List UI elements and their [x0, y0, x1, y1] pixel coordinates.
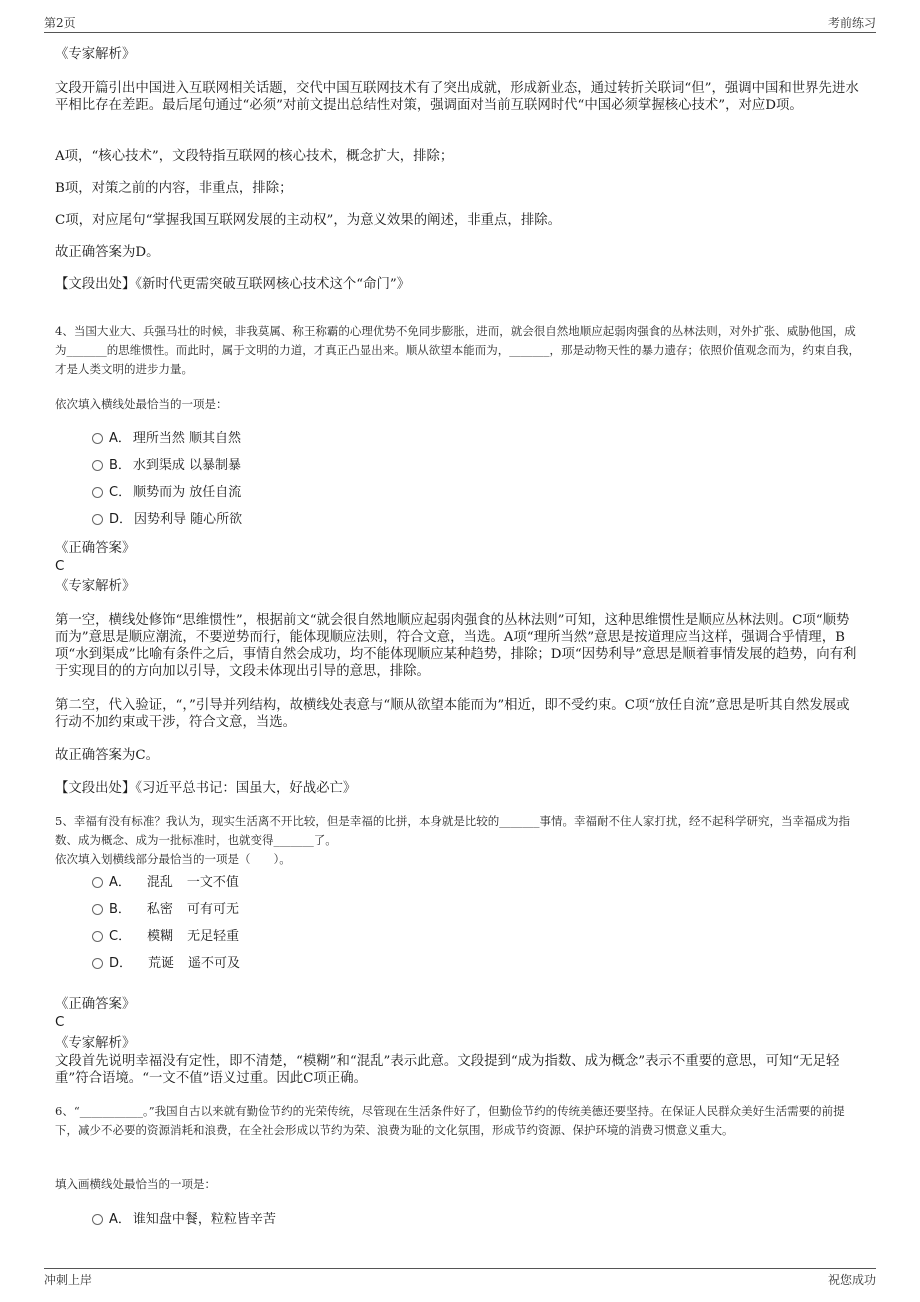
q5-answer: C	[55, 1015, 65, 1030]
q3-analysis-p2: A项，“核心技术”，文段特指互联网的核心技术，概念扩大，排除；	[55, 149, 454, 164]
q4-analysis-p2: 第二空，代入验证，“，”引导并列结构，故横线处表意与“顺从欲望本能而为”相近，即不受约束。C项“放任自流”意思是听其自然发展或行动不加约束或干涉，符合文意，当选。	[55, 698, 850, 730]
q6-option-a[interactable]: A． 谁知盘中餐，粒粒皆辛苦	[92, 1211, 276, 1228]
radio-icon[interactable]	[92, 1214, 103, 1225]
q3-analysis-p5: 故正确答案为D。	[55, 245, 160, 260]
radio-icon[interactable]	[92, 460, 103, 471]
q3-analysis-p1: 文段开篇引出中国进入互联网相关话题，交代中国互联网技术有了突出成就，形成新业态，通过转折关联词“但”，强调中国和世界先进水平相比存在差距。最后尾句通过“必须”对前文提出总结性对策，强调面对当前互联网时代“中国必须掌握核心技术”，对应D项。	[55, 81, 859, 113]
q4-option-b[interactable]: B． 水到渠成 以暴制暴	[92, 457, 241, 474]
q4-instruction: 依次填入横线处最恰当的一项是：	[55, 397, 228, 411]
radio-icon[interactable]	[92, 487, 103, 498]
radio-icon[interactable]	[92, 514, 103, 525]
footer-right: 祝您成功	[827, 1273, 876, 1287]
page-footer	[44, 1268, 876, 1291]
radio-icon[interactable]	[92, 931, 103, 942]
radio-icon[interactable]	[92, 433, 103, 444]
q3-analysis-label: 《专家解析》	[55, 47, 136, 62]
q3-analysis-p4: C项，对应尾句“掌握我国互联网发展的主动权”，为意义效果的阐述，非重点，排除。	[55, 213, 561, 228]
q4-option-c[interactable]: C． 顺势而为 放任自流	[92, 484, 241, 501]
q3-source: 【文段出处】《新时代更需突破互联网核心技术这个“命门”》	[55, 277, 411, 292]
q4-option-d[interactable]: D． 因势利导 随心所欲	[92, 511, 242, 528]
q5-analysis-label: 《专家解析》	[55, 1036, 136, 1051]
q5-stem: 5、幸福有没有标准？我认为，现实生活离不开比较，但是幸福的比拼，本身就是比较的_______事情。幸福耐不住人家打扰，经不起科学研究，当幸福成为指数、成为概念、成为一批标准时，也就变得_______了。	[55, 814, 851, 847]
q4-correct-label: 《正确答案》	[55, 541, 136, 556]
radio-icon[interactable]	[92, 877, 103, 888]
q4-source: 【文段出处】《习近平总书记：国虽大，好战必亡》	[55, 781, 357, 796]
q6-instruction: 填入画横线处最恰当的一项是：	[55, 1177, 216, 1191]
q4-analysis-p1: 第一空，横线处修饰“思维惯性”，根据前文“就会很自然地顺应起弱肉强食的丛林法则”可知，这种思维惯性是顺应丛林法则。C项“顺势而为”意思是顺应潮流，不要逆势而行，能体现顺应法则，符合文意，当选。A项“理所当然”意思是按道理应当这样，强调合乎情理，B项“水到渠成”比喻有条件之后，事情自然会成功，均不能体现顺应某种趋势，排除；D项“因势利导”意思是顺着事情发展的趋势，向有利于实现目的的方向加以引导，文段未体现出引导的意思，排除。	[55, 613, 857, 679]
q5-option-d[interactable]: D． 荒诞 遥不可及	[92, 955, 240, 972]
q5-option-a[interactable]: A． 混乱 一文不值	[92, 874, 239, 891]
q4-answer: C	[55, 559, 65, 574]
q5-option-c[interactable]: C． 模糊 无足轻重	[92, 928, 239, 945]
header-title: 考前练习	[827, 16, 876, 30]
q3-analysis-p3: B项，对策之前的内容，非重点，排除；	[55, 181, 293, 196]
radio-icon[interactable]	[92, 904, 103, 915]
footer-left: 冲刺上岸	[44, 1273, 93, 1287]
radio-icon[interactable]	[92, 958, 103, 969]
page-number: 第2页	[44, 16, 76, 30]
q5-correct-label: 《正确答案》	[55, 997, 136, 1012]
q4-stem: 4、当国大业大、兵强马壮的时候，非我莫属、称王称霸的心理优势不免同步膨胀，进而，就会很自然地顺应起弱肉强食的丛林法则，对外扩张、威胁他国，成为_______的思维惯性。而此时，属于文明的力道，才真正凸显出来。顺从欲望本能而为，_______，那是动物天性的暴力遗存；依照价值观念而为，约束自我，才是人类文明的进步力量。	[55, 324, 860, 376]
q4-analysis-label: 《专家解析》	[55, 579, 136, 594]
q4-option-a[interactable]: A． 理所当然 顺其自然	[92, 430, 241, 447]
q5-option-b[interactable]: B． 私密 可有可无	[92, 901, 239, 918]
q5-analysis-p1: 文段首先说明幸福没有定性，即不清楚，“模糊”和“混乱”表示此意。文段提到“成为指数、成为概念”表示不重要的意思，可知“无足轻重”符合语境。“一文不值”语义过重。因此C项正确。	[55, 1054, 840, 1086]
q6-stem: 6、“___________。”我国自古以来就有勤俭节约的光荣传统，尽管现在生活条件好了，但勤俭节约的传统美德还要坚持。在保证人民群众美好生活需要的前提下，减少不必要的资源消耗和浪费，在全社会形成以节约为荣、浪费为耻的文化氛围，形成节约资源、保护环境的消费习惯意义重大。	[55, 1104, 845, 1137]
page-header	[44, 14, 876, 33]
q5-instruction: 依次填入划横线部分最恰当的一项是（ ）。	[55, 852, 291, 866]
q4-analysis-p3: 故正确答案为C。	[55, 748, 159, 763]
